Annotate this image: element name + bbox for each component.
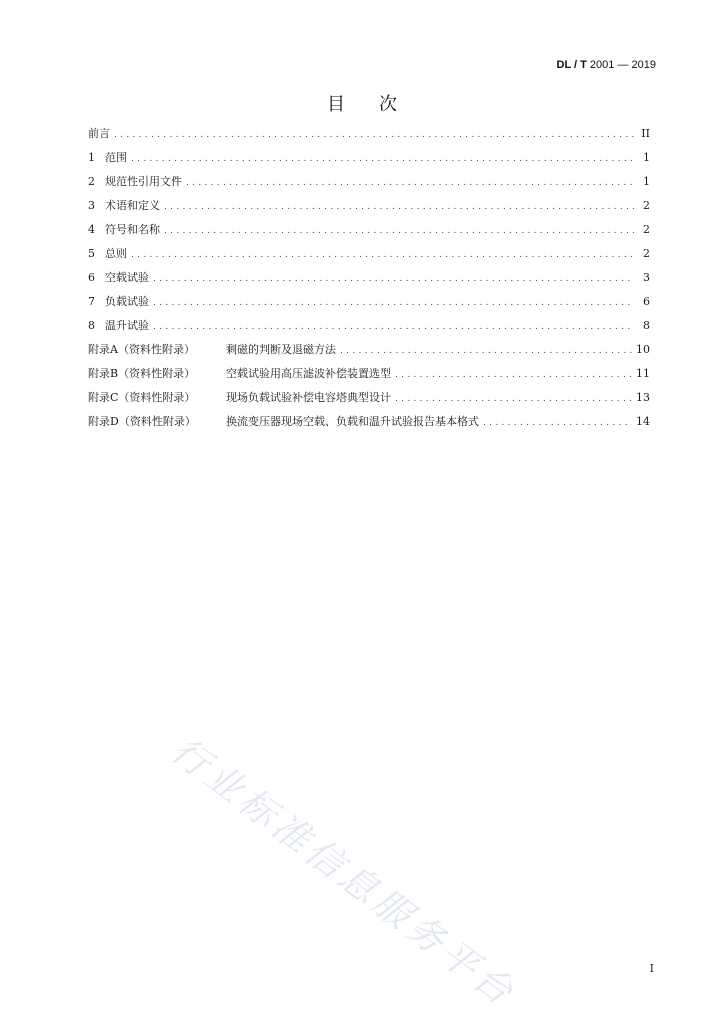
toc-entry-page: 2 (643, 223, 650, 236)
toc-entry-page: 11 (636, 367, 650, 380)
toc-entry-label: 规范性引用文件 (105, 175, 182, 188)
toc-entry-label: 现场负载试验补偿电容塔典型设计 (226, 391, 391, 404)
toc-entry-number: 8 (88, 319, 95, 332)
toc-appendix-prefix: 附录B（资料性附录） (88, 367, 196, 380)
toc-entry-label: 负载试验 (105, 295, 149, 308)
standard-code-prefix: DL / T (556, 59, 587, 71)
toc-entry-number: 4 (88, 223, 95, 236)
toc-leader-dots (340, 339, 632, 363)
toc-appendix-prefix: 附录D（资料性附录） (88, 415, 196, 428)
toc-entry-page: 2 (643, 247, 650, 260)
toc-entry-number: 6 (88, 271, 95, 284)
toc-entry-label: 空载试验 (105, 271, 149, 284)
toc-entry-page: 1 (643, 175, 650, 188)
table-of-contents (88, 122, 650, 434)
standard-code-number: 2001 — 2019 (586, 59, 656, 71)
toc-entry-label: 剩磁的判断及退磁方法 (226, 343, 336, 356)
toc-leader-dots (153, 267, 634, 291)
toc-entry-number: 7 (88, 295, 95, 308)
toc-entry-number: 3 (88, 199, 95, 212)
toc-entry-page: 8 (643, 319, 650, 332)
toc-title: 目次 (327, 94, 431, 115)
toc-entry-2[interactable] (88, 170, 650, 194)
toc-entry-label: 总则 (105, 247, 127, 260)
toc-leader-dots (153, 315, 634, 339)
toc-entry-label: 符号和名称 (105, 223, 160, 236)
toc-entry-page: 2 (643, 199, 650, 212)
toc-entry-appendix-b[interactable] (88, 362, 650, 386)
standard-code (557, 59, 656, 71)
toc-entry-page: II (641, 127, 650, 140)
toc-entry-8[interactable] (88, 314, 650, 338)
toc-entry-label: 范围 (105, 151, 127, 164)
toc-entry-label: 术语和定义 (105, 199, 160, 212)
page-number: I (649, 962, 654, 975)
watermark: 行业标准信息服务平台 (162, 728, 525, 1016)
toc-leader-dots (131, 243, 634, 267)
toc-entry-number: 1 (88, 151, 95, 164)
toc-entry-page: 10 (636, 343, 650, 356)
toc-appendix-prefix: 附录C（资料性附录） (88, 391, 196, 404)
toc-entry-appendix-a[interactable] (88, 338, 650, 362)
toc-entry-page: 6 (643, 295, 650, 308)
toc-leader-dots (395, 363, 632, 387)
toc-entry-number: 2 (88, 175, 95, 188)
toc-leader-dots (153, 291, 634, 315)
toc-entry-foreword[interactable] (88, 122, 650, 146)
toc-entry-label: 空载试验用高压滤波补偿装置选型 (226, 367, 391, 380)
toc-entry-7[interactable] (88, 290, 650, 314)
toc-entry-appendix-c[interactable] (88, 386, 650, 410)
toc-entry-4[interactable] (88, 218, 650, 242)
toc-leader-dots (186, 171, 634, 195)
toc-entry-label: 温升试验 (105, 319, 149, 332)
toc-entry-3[interactable] (88, 194, 650, 218)
toc-entry-page: 3 (643, 271, 650, 284)
toc-entry-1[interactable] (88, 146, 650, 170)
toc-entry-label: 前言 (88, 127, 110, 140)
toc-entry-page: 13 (636, 391, 650, 404)
toc-entry-appendix-d[interactable] (88, 410, 650, 434)
toc-entry-label: 换流变压器现场空载、负载和温升试验报告基本格式 (226, 415, 479, 428)
toc-entry-page: 14 (636, 415, 650, 428)
toc-appendix-prefix: 附录A（资料性附录） (88, 343, 195, 356)
toc-entry-6[interactable] (88, 266, 650, 290)
toc-leader-dots (164, 195, 634, 219)
toc-leader-dots (395, 387, 632, 411)
toc-leader-dots (164, 219, 634, 243)
toc-leader-dots (131, 147, 634, 171)
toc-leader-dots (483, 411, 632, 435)
toc-entry-5[interactable] (88, 242, 650, 266)
toc-entry-number: 5 (88, 247, 95, 260)
toc-leader-dots (114, 123, 634, 147)
toc-entry-page: 1 (643, 151, 650, 164)
